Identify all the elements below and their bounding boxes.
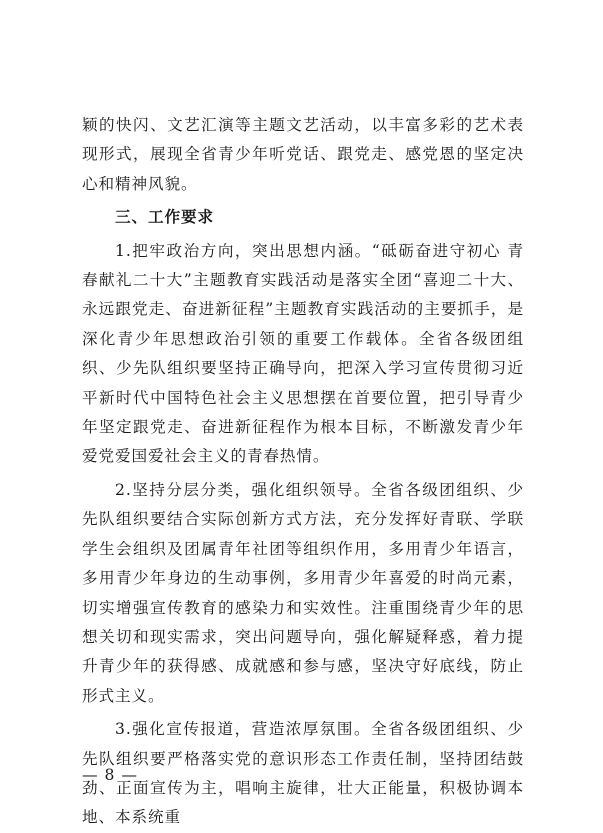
- requirement-item-1: 1.把牢政治方向，突出思想内涵。“砥砺奋进守初心 青春献礼二十大”主题教育实践活动是落实全团“喜迎二十大、永远跟党走、奋进新征程”主题教育实践活动的主要抓手，是深化青少年思想政治引领的重要工作载体。全省各级团组织、少先队组织要坚持正确导向，把深入学习宣传贯彻习近平新时代中国特色社会主义思想摆在首要位置，把引导青少年坚定跟党走、奋进新征程作为根本目标，不断激发青少年爱党爱国爱社会主义的青春热情。: [82, 241, 524, 466]
- requirement-item-2: 2.坚持分层分类，强化组织领导。全省各级团组织、少先队组织要结合实际创新方式方法，充分发挥好青联、学联学生会组织及团属青年社团等组织作用，多用青少年语言，多用青少年身边的生动事例，多用青少年喜爱的时尚元素，切实增强宣传教育的感染力和实效性。注重围绕青少年的思想关切和现实需求，突出问题导向，强化解疑释惑，着力提升青少年的获得感、成就感和参与感，坚决守好底线，防止形式主义。: [82, 480, 524, 705]
- requirement-item-3: 3.强化宣传报道，营造浓厚氛围。全省各级团组织、少先队组织要严格落实党的意识形态工作责任制，坚持团结鼓劲、正面宣传为主，唱响主旋律，壮大正能量，积极协调本地、本系统重: [82, 720, 524, 827]
- page-number: — 8 —: [82, 766, 139, 784]
- continuation-paragraph: 颖的快闪、文艺汇演等主题文艺活动，以丰富多彩的艺术表现形式，展现全省青少年听党话、跟党走、感党恩的坚定决心和精神风貌。: [82, 116, 524, 193]
- section-heading: 三、工作要求: [115, 208, 214, 227]
- document-body: [82, 111, 524, 833]
